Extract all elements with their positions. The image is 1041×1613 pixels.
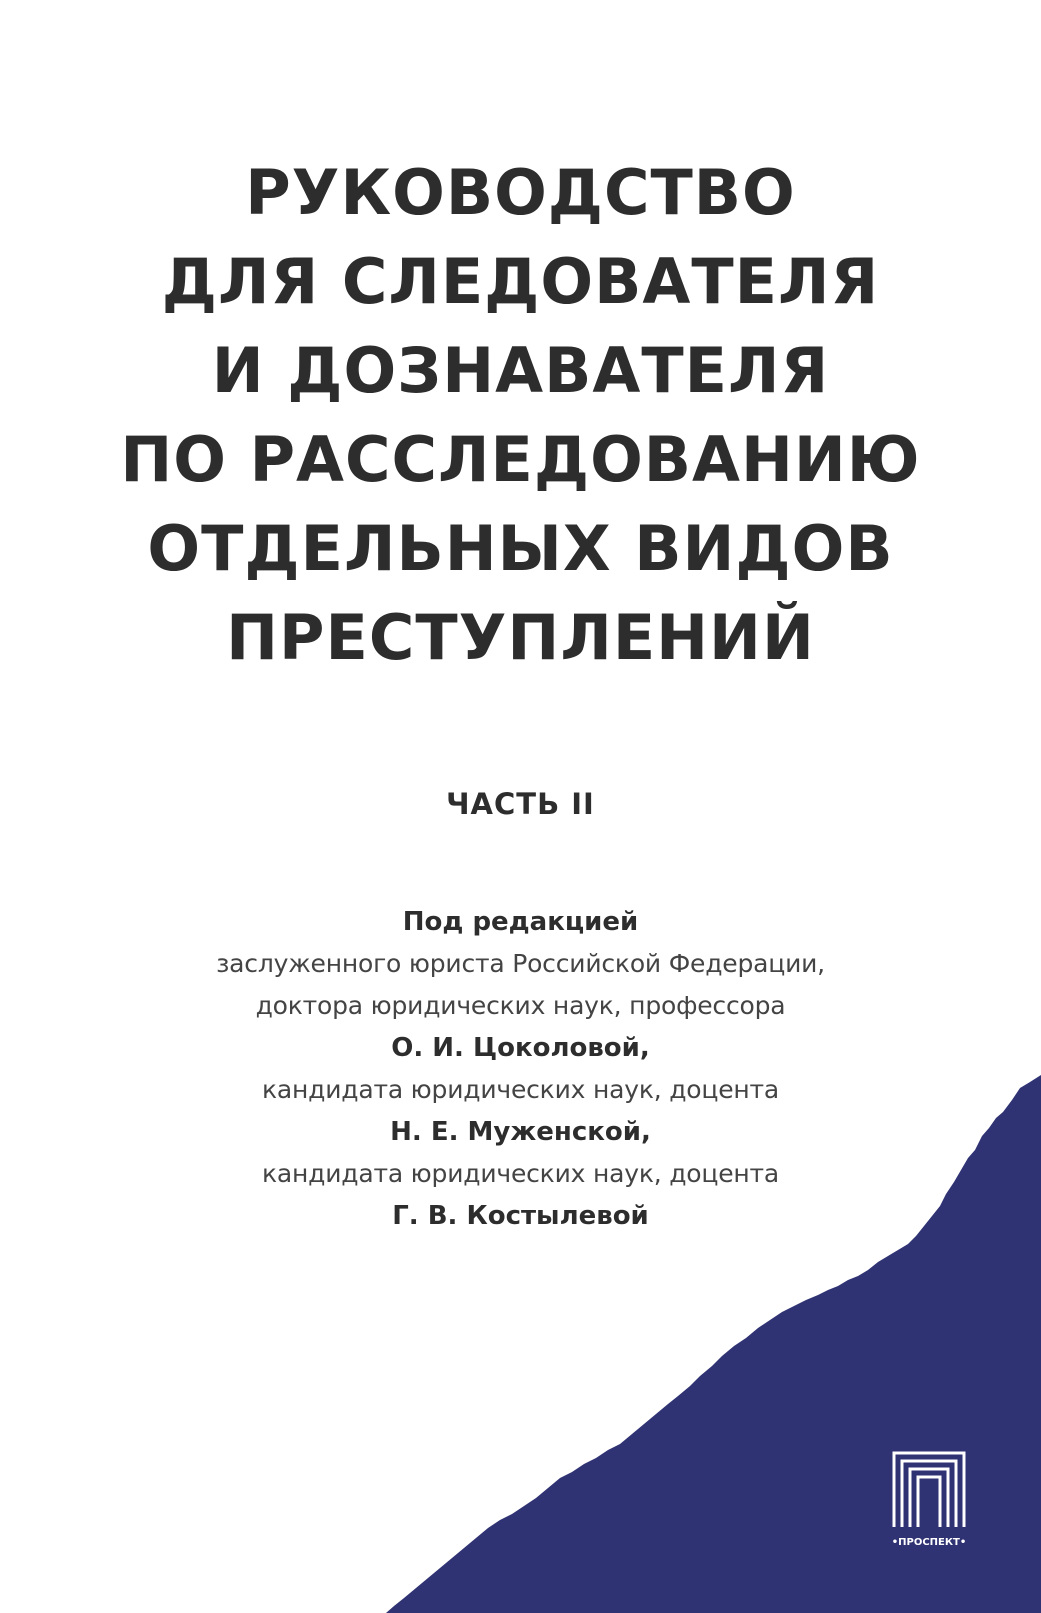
editor-title: заслуженного юриста Российской Федерации, <box>216 949 825 978</box>
title-line-1: РУКОВОДСТВО <box>245 156 796 229</box>
editor-name: О. И. Цоколовой, <box>391 1033 650 1063</box>
part-number: ЧАСТЬ II <box>446 787 595 821</box>
edited-by-label: Под редакцией <box>402 907 639 937</box>
editors-block <box>0 901 1041 1237</box>
book-title <box>0 148 1041 682</box>
title-line-5: ОТДЕЛЬНЫХ ВИДОВ <box>147 512 894 585</box>
logo-background <box>876 1439 982 1553</box>
editor-name: Г. В. Костылевой <box>392 1201 649 1231</box>
title-line-4: ПО РАССЛЕДОВАНИЮ <box>120 423 921 496</box>
title-line-6: ПРЕСТУПЛЕНИЙ <box>226 601 815 674</box>
editor-name: Н. Е. Муженской, <box>390 1117 651 1147</box>
publisher-name: •ПРОСПЕКТ• <box>891 1537 967 1548</box>
editor-title: кандидата юридических наук, доцента <box>261 1075 780 1104</box>
title-line-3: И ДОЗНАВАТЕЛЯ <box>211 334 830 407</box>
publisher-logo <box>876 1439 982 1553</box>
title-line-2: ДЛЯ СЛЕДОВАТЕЛЯ <box>161 245 880 318</box>
editor-title: кандидата юридических наук, доцента <box>261 1159 780 1188</box>
editor-title: доктора юридических наук, профессора <box>255 991 786 1020</box>
